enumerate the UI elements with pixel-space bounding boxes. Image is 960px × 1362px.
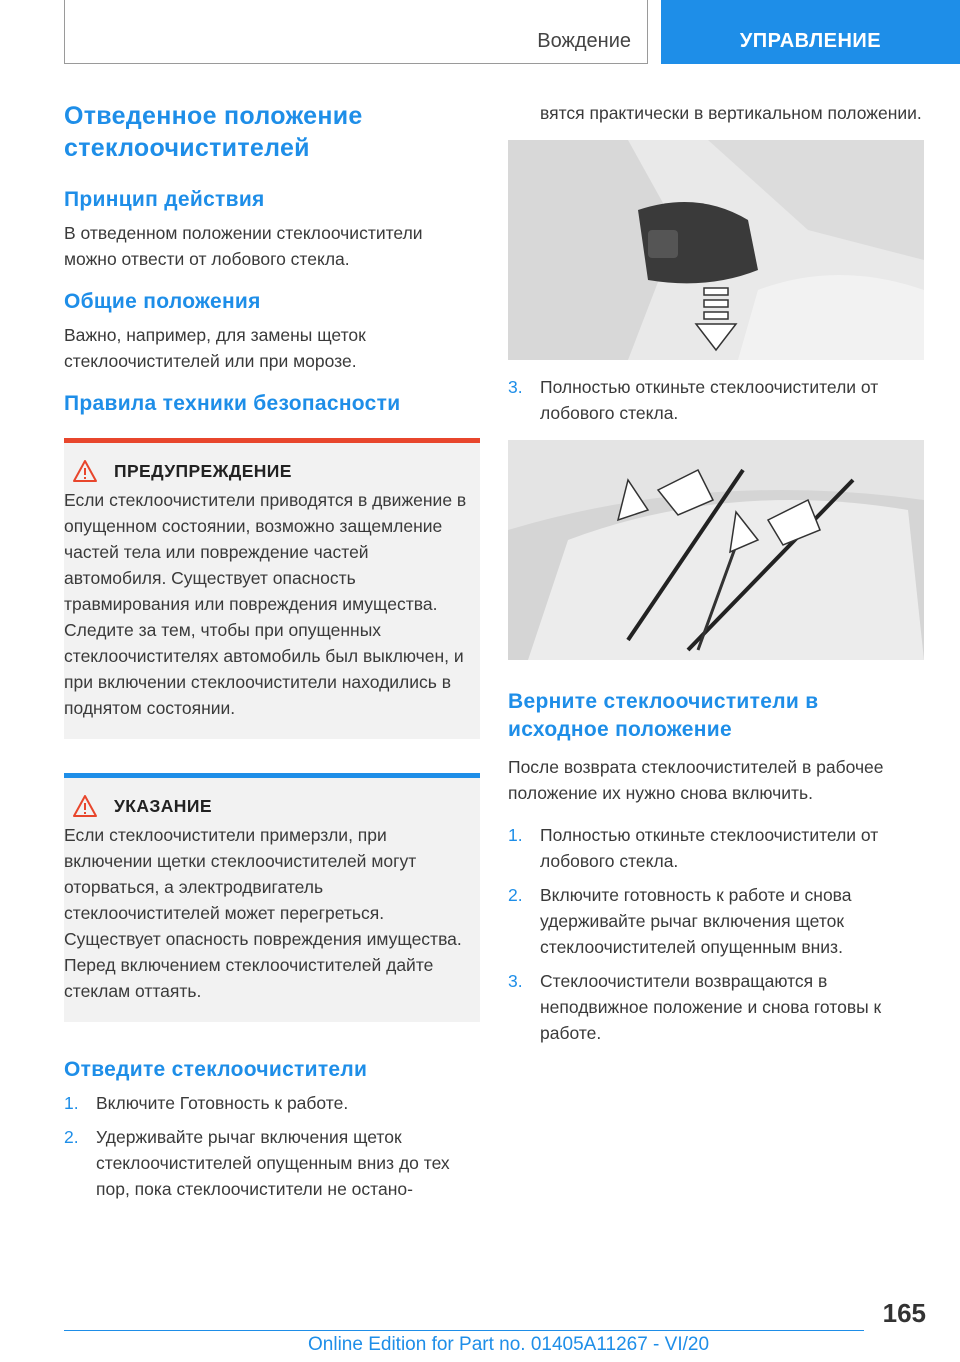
move-heading: Отведите стеклоочистители bbox=[64, 1058, 368, 1081]
header-section: Вождение bbox=[537, 30, 631, 52]
general-heading: Общие положения bbox=[64, 290, 261, 313]
wiper-lever-illustration bbox=[508, 140, 924, 360]
footer-divider bbox=[64, 1330, 864, 1331]
safety-heading: Правила техники безопасности bbox=[64, 392, 401, 415]
step-text: Полностью откиньте стеклоочистители от лобового стекла. bbox=[540, 825, 879, 871]
step-number: 3. bbox=[508, 971, 523, 991]
step-text: Включите готовность к работе и снова удерживайте рычаг включения щеток стеклоочистителей опущенным вниз. bbox=[540, 885, 852, 957]
step-number: 3. bbox=[508, 377, 523, 397]
right-column bbox=[508, 100, 924, 1054]
notice-text: Если стеклоочистители примерзли, при включении щетки стеклоочистителей могут оторваться, а электродвигатель стеклоочистителей может перегреться. Существует опасность повреждения имущества. Перед включением стеклоочистителей дайте стеклам оттаять. bbox=[64, 825, 462, 1001]
list-item bbox=[508, 374, 924, 426]
notice-title-row bbox=[64, 794, 474, 818]
page-number: 165 bbox=[882, 1298, 926, 1328]
step-number: 2. bbox=[508, 885, 523, 905]
footer-edition: Online Edition for Part no. 01405A11267 - VI/20 bbox=[308, 1334, 710, 1355]
step-number: 1. bbox=[508, 825, 523, 845]
list-item bbox=[64, 1090, 480, 1116]
windshield-wipers-illustration bbox=[508, 440, 924, 660]
notice-title: УКАЗАНИЕ bbox=[114, 795, 212, 816]
continuation-text: вятся практически в вертикальном положении. bbox=[540, 103, 922, 123]
header-chapter: УПРАВЛЕНИЕ bbox=[739, 30, 882, 52]
page-title: Отведенное положение стеклоочистителей bbox=[64, 102, 363, 162]
step-text: Удерживайте рычаг включения щеток стеклоочистителей опущенным вниз до тех пор, пока стеклоочистители не остано- bbox=[96, 1127, 450, 1199]
list-item bbox=[508, 968, 924, 1046]
principle-text: В отведенном положении стеклоочистители можно отвести от лобового стекла. bbox=[64, 223, 423, 269]
notice-icon bbox=[72, 794, 98, 818]
header-section-box bbox=[64, 0, 648, 64]
header-chapter-tab bbox=[661, 0, 960, 64]
list-item bbox=[508, 822, 924, 874]
step-number: 1. bbox=[64, 1093, 79, 1113]
list-item bbox=[64, 1124, 480, 1202]
return-text: После возврата стеклоочистителей в рабочее положение их нужно снова включить. bbox=[508, 757, 884, 803]
warning-text: Если стеклоочистители приводятся в движение в опущенном состоянии, возможно защемление частей тела или повреждение частей автомобиля. Существует опасность травмирования или повреждения имущества. Следите за тем, чтобы при опущенных стеклоочистителях автомобиль был выключен, и при включении стеклоочистители находились в поднятом состоянии. bbox=[64, 490, 467, 718]
warning-icon bbox=[72, 459, 98, 483]
warning-box bbox=[64, 443, 480, 739]
general-text: Важно, например, для замены щеток стеклоочистителей или при морозе. bbox=[64, 325, 366, 371]
step-text: Включите Готовность к работе. bbox=[96, 1093, 349, 1113]
principle-heading: Принцип действия bbox=[64, 188, 265, 211]
notice-box bbox=[64, 778, 480, 1022]
step-text: Стеклоочистители возвращаются в неподвижное положение и снова готовы к работе. bbox=[540, 971, 882, 1043]
warning-title: ПРЕДУПРЕЖДЕНИЕ bbox=[114, 460, 292, 481]
warning-title-row bbox=[64, 459, 474, 483]
return-heading: Верните стеклоочистители в исходное положение bbox=[508, 690, 819, 741]
list-item bbox=[508, 882, 924, 960]
step-number: 2. bbox=[64, 1127, 79, 1147]
step-text: Полностью откиньте стеклоочистители от лобового стекла. bbox=[540, 377, 879, 423]
left-column bbox=[64, 100, 480, 1210]
